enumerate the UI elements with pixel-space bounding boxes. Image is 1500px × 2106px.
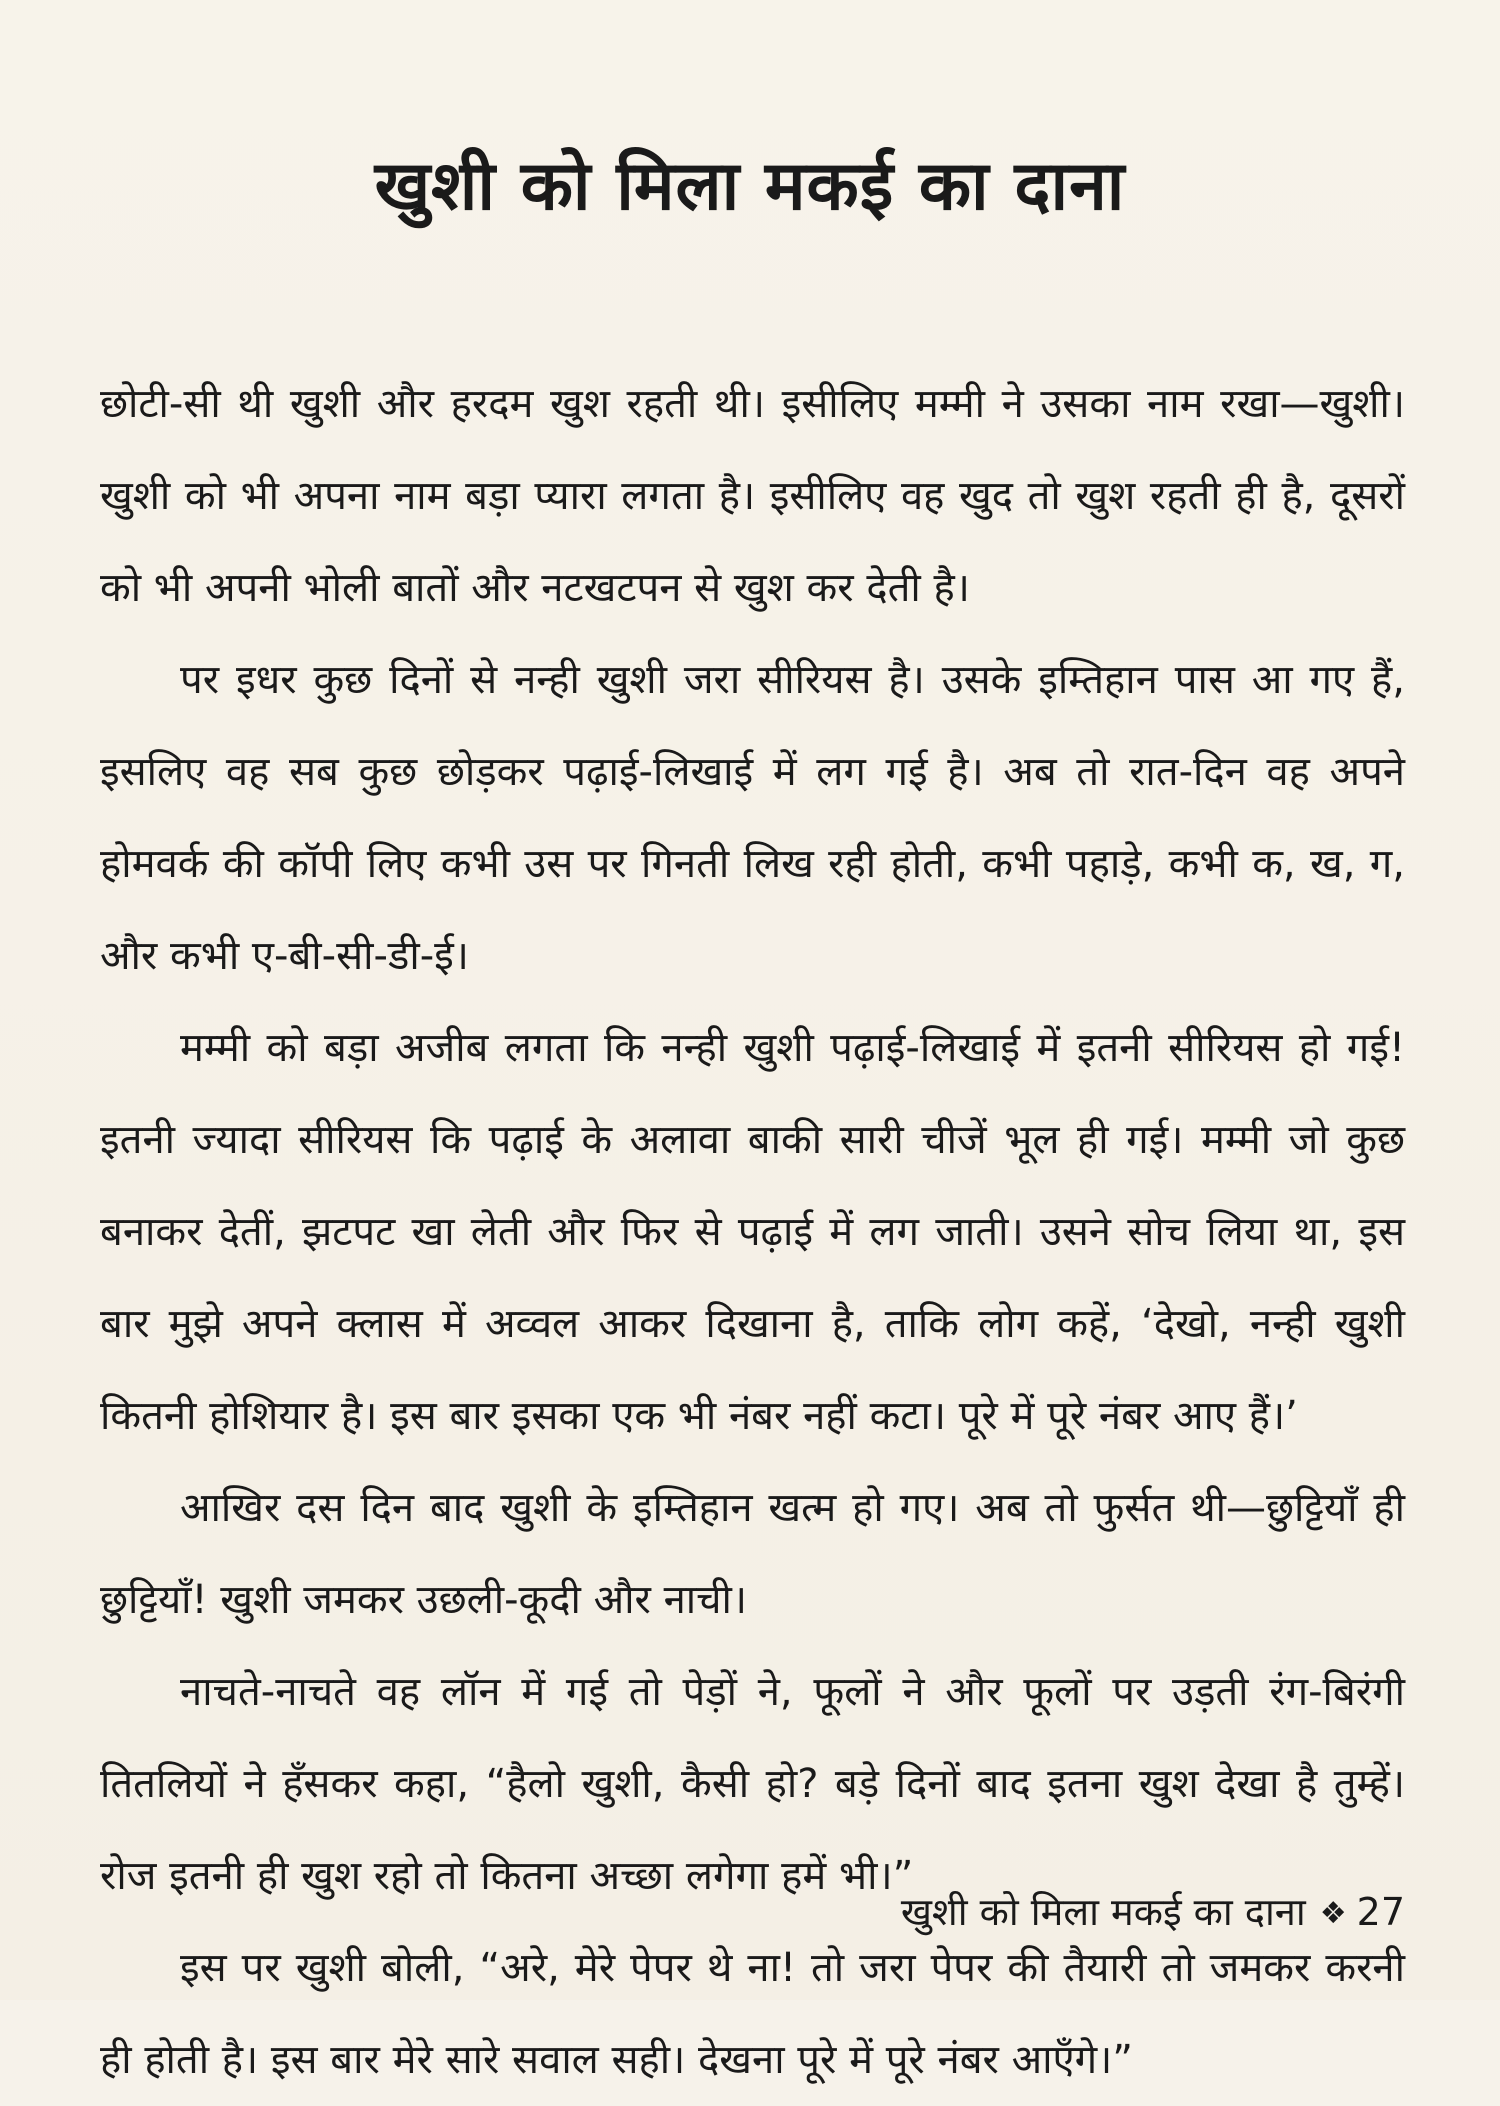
paragraph-5: नाचते-नाचते वह लॉन में गई तो पेड़ों ने, फूलों ने और फूलों पर उड़ती रंग-बिरंगी तितलियों ने हँसकर कहा, “हैलो खुशी, कैसी हो? बड़े दिनों बाद इतना खुश देखा है तुम्हें। रोज इतनी ही खुश रहो तो कितना अच्छा लगेगा हमें भी।” (100, 1669, 1405, 1899)
paragraph-4: आखिर दस दिन बाद खुशी के इम्तिहान खत्म हो गए। अब तो फुर्सत थी—छुट्टियाँ ही छुट्टियाँ! खुशी जमकर उछली-कूदी और नाची। (100, 1485, 1405, 1623)
page-number: 27 (1356, 1890, 1405, 1934)
paragraph-1: छोटी-सी थी खुशी और हरदम खुश रहती थी। इसीलिए मम्मी ने उसका नाम रखा—खुशी। खुशी को भी अपना नाम बड़ा प्यारा लगता है। इसीलिए वह खुद तो खुश रहती ही है, दूसरों को भी अपनी भोली बातों और नटखटपन से खुश कर देती है। (100, 381, 1405, 611)
story-title: खुशी को मिला मकई का दाना (374, 146, 1126, 226)
page-footer (901, 1890, 1405, 1936)
story-body (100, 358, 1405, 2106)
paragraph-2: पर इधर कुछ दिनों से नन्ही खुशी जरा सीरियस है। उसके इम्तिहान पास आ गए हैं, इसलिए वह सब कुछ छोड़कर पढ़ाई-लिखाई में लग गई है। अब तो रात-दिन वह अपने होमवर्क की कॉपी लिए कभी उस पर गिनती लिख रही होती, कभी पहाड़े, कभी क, ख, ग, और कभी ए-बी-सी-डी-ई। (100, 657, 1405, 979)
paragraph-6: इस पर खुशी बोली, “अरे, मेरे पेपर थे ना! तो जरा पेपर की तैयारी तो जमकर करनी ही होती है। इस बार मेरे सारे सवाल सही। देखना पूरे में पूरे नंबर आएँगे।” (100, 1945, 1405, 2083)
ornament-icon: ❖ (1319, 1896, 1347, 1931)
paragraph-3: मम्मी को बड़ा अजीब लगता कि नन्ही खुशी पढ़ाई-लिखाई में इतनी सीरियस हो गई! इतनी ज्यादा सीरियस कि पढ़ाई के अलावा बाकी सारी चीजें भूल ही गई। मम्मी जो कुछ बनाकर देतीं, झटपट खा लेती और फिर से पढ़ाई में लग जाती। उसने सोच लिया था, इस बार मुझे अपने क्लास में अव्वल आकर दिखाना है, ताकि लोग कहें, ‘देखो, नन्ही खुशी कितनी होशियार है। इस बार इसका एक भी नंबर नहीं कटा। पूरे में पूरे नंबर आए हैं।’ (100, 1025, 1405, 1439)
running-title: खुशी को मिला मकई का दाना (900, 1890, 1306, 1934)
